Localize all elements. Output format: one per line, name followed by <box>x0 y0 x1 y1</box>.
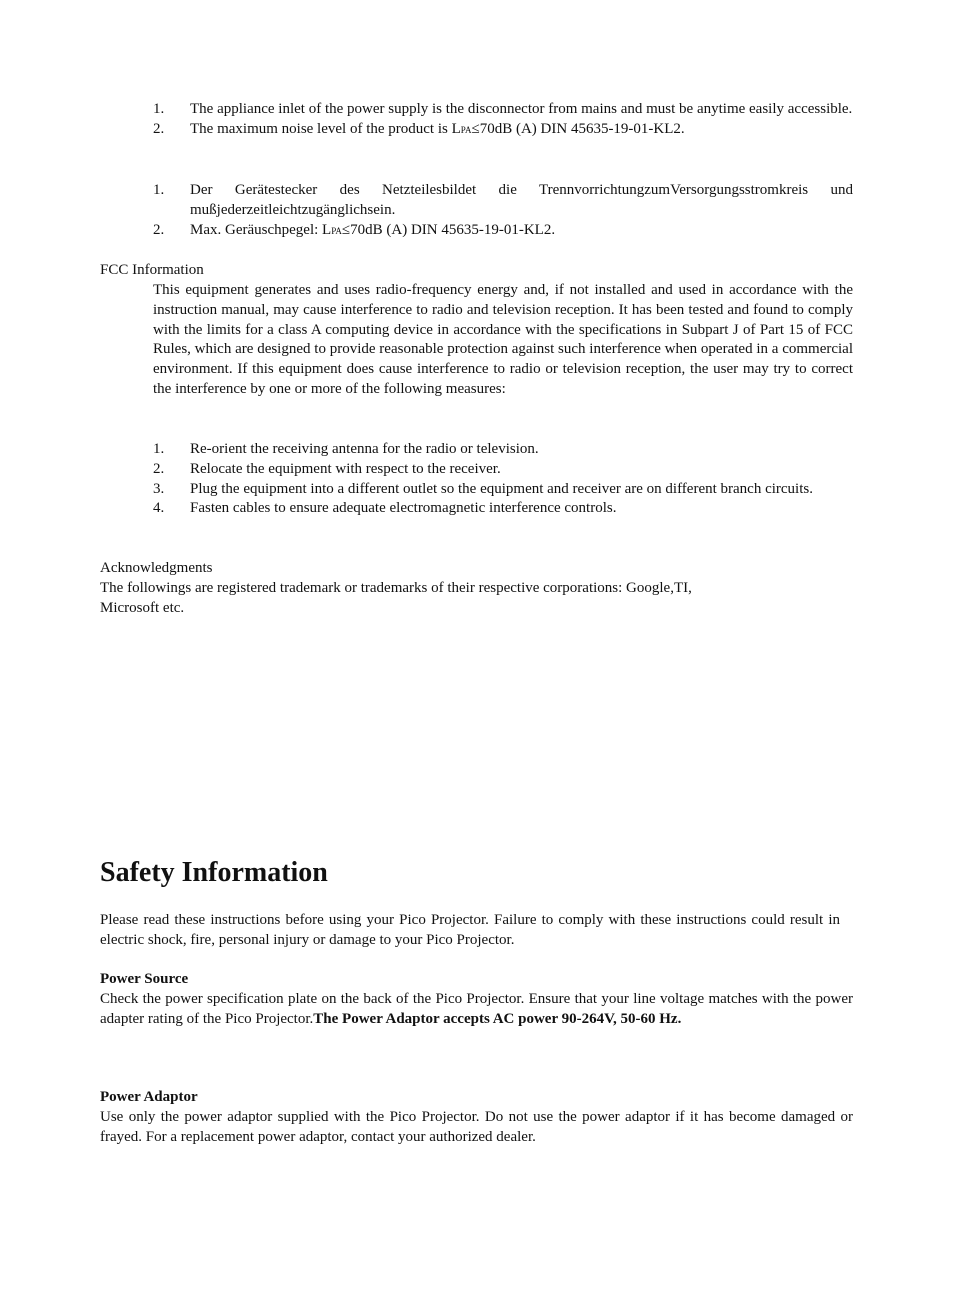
ack-line-1: The followings are registered trademark or trademarks of their respective corporations: Google,TI, <box>100 580 692 596</box>
list-item <box>153 440 853 460</box>
noise-subscript: PA <box>331 225 342 236</box>
list-text <box>190 221 853 242</box>
noise-subscript: PA <box>460 124 472 135</box>
list-number: 1. <box>153 441 165 457</box>
power-source-body <box>100 990 853 1030</box>
power-source-bold-text: The Power Adaptor accepts AC power 90-264V, 50-60 Hz. <box>313 1010 682 1027</box>
fcc-heading: FCC Information <box>100 262 204 278</box>
list-text: Fasten cables to ensure adequate electromagnetic interference controls. <box>190 500 617 517</box>
notes-english-list <box>153 100 853 141</box>
list-number: 4. <box>153 500 165 517</box>
safety-intro: Please read these instructions before using your Pico Projector. Failure to comply with these instructions could result in electric shock, fire, personal injury or damage to your Pico Projector. <box>100 912 840 948</box>
noise-text-pre: The maximum noise level of the product is L <box>190 120 461 137</box>
list-number: 1. <box>153 182 165 198</box>
power-source-text: Check the power specification plate on the back of the Pico Projector. Ensure that your line voltage matches with the power adapter rating of the Pico Projector. <box>100 991 853 1027</box>
fcc-body: This equipment generates and uses radio-frequency energy and, if not installed and used in accordance with the instruction manual, may cause interference to radio and television reception. It has been tested and found to comply with the limits for a class A computing device in accordance with the specifications in Subpart J of Part 15 of FCC Rules, which are designed to provide reasonable protection against such interference when operated in a commercial environment. If this equipment does cause interference to radio or television reception, the user may try to correct the interference by one or more of the following measures: <box>153 282 853 397</box>
power-source-heading: Power Source <box>100 971 189 987</box>
list-item <box>153 499 853 519</box>
notes-german-list <box>153 181 853 241</box>
list-text: The appliance inlet of the power supply is the disconnector from mains and must be anytime easily accessible. <box>190 101 853 117</box>
list-text: Relocate the equipment with respect to the receiver. <box>190 460 501 477</box>
noise-text-post: ≤70dB (A) DIN 45635-19-01-KL2. <box>471 120 685 137</box>
list-item <box>153 460 853 480</box>
list-text <box>190 120 853 141</box>
list-text: Der Gerätestecker des Netzteilesbildet die TrennvorrichtungzumVersorgungsstromkreis und mußjederzeitleichtzugänglichsein. <box>190 182 853 218</box>
list-item <box>153 480 853 500</box>
list-item <box>153 181 853 221</box>
list-number: 2. <box>153 221 165 238</box>
list-item <box>153 100 853 120</box>
list-number: 1. <box>153 101 165 117</box>
list-text: Re-orient the receiving antenna for the radio or television. <box>190 441 539 457</box>
list-number: 2. <box>153 120 165 137</box>
power-adaptor-body: Use only the power adaptor supplied with the Pico Projector. Do not use the power adaptor if it has become damaged or frayed. For a replacement power adaptor, contact your authorized dealer. <box>100 1109 853 1145</box>
noise-text-pre: Max. Geräuschpegel: L <box>190 221 332 238</box>
power-adaptor-heading: Power Adaptor <box>100 1089 198 1105</box>
ack-heading: Acknowledgments <box>100 560 213 576</box>
noise-text-post: ≤70dB (A) DIN 45635-19-01-KL2. <box>341 221 556 238</box>
list-number: 3. <box>153 480 165 497</box>
fcc-measures-list <box>153 440 853 519</box>
list-item <box>153 221 853 242</box>
list-item <box>153 120 853 141</box>
ack-line-2: Microsoft etc. <box>100 600 185 616</box>
safety-title: Safety Information <box>100 857 328 888</box>
list-text: Plug the equipment into a different outlet so the equipment and receiver are on different branch circuits. <box>190 480 813 497</box>
list-number: 2. <box>153 460 165 477</box>
